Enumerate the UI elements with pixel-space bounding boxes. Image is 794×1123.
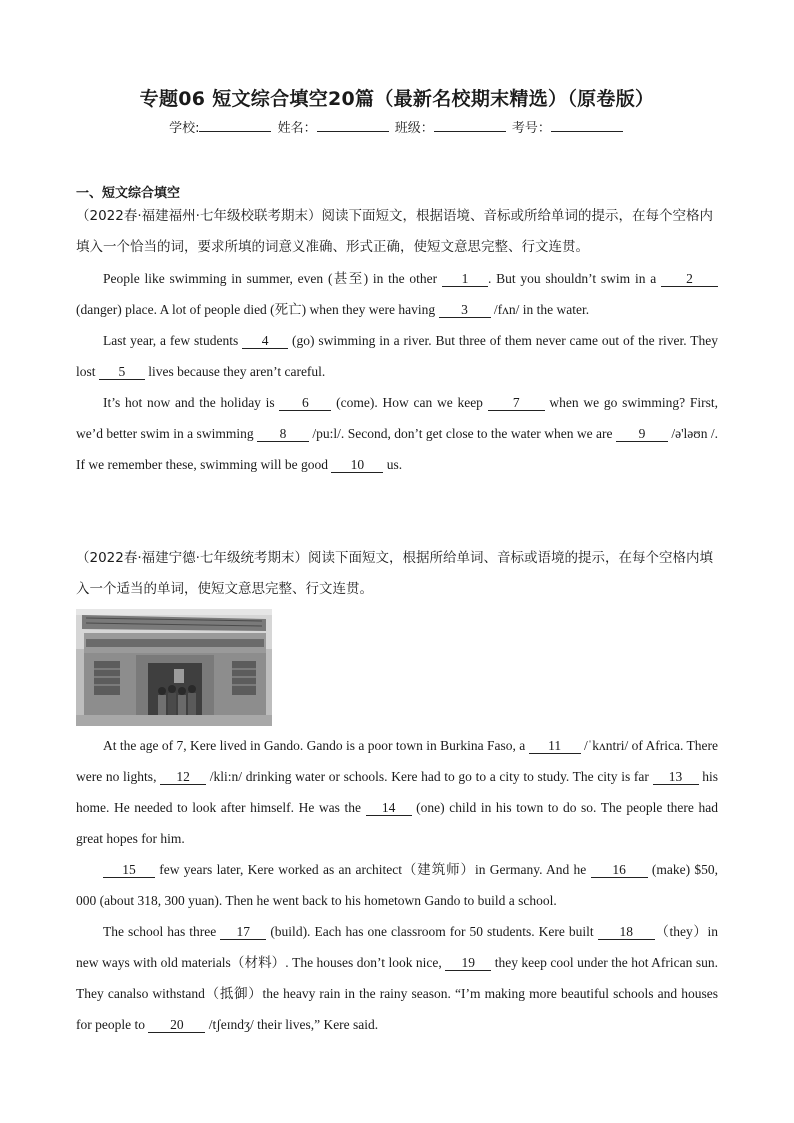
passage-2-paragraph-3 xyxy=(76,916,718,1040)
blank-15[interactable]: 15 xyxy=(103,862,155,878)
blank-12[interactable]: 12 xyxy=(160,769,206,785)
blank-5[interactable]: 5 xyxy=(99,364,145,380)
text-run: us. xyxy=(383,457,403,472)
text-run: At the age of 7, Kere lived in Gando. Gando is a poor town in Burkina Faso, a xyxy=(103,738,529,753)
school-building-photo xyxy=(76,609,272,726)
passage-1-paragraph-2 xyxy=(76,325,718,387)
exam-number-label: 考号： xyxy=(511,121,551,136)
passage-1-paragraph-1 xyxy=(76,263,718,325)
blank-20[interactable]: 20 xyxy=(148,1017,205,1033)
text-run: his home. He needed to look after himself. He was the xyxy=(76,769,718,815)
blank-14[interactable]: 14 xyxy=(366,800,412,816)
exam-number-blank[interactable] xyxy=(551,119,623,132)
class-label: 班级： xyxy=(394,121,434,136)
text-run: It’s hot now and the holiday is xyxy=(103,395,280,410)
section-heading: 一、短文综合填空 xyxy=(76,186,181,201)
blank-1[interactable]: 1 xyxy=(442,271,488,287)
blank-2[interactable]: 2 xyxy=(661,271,718,287)
text-run: lives because they aren’t careful. xyxy=(144,364,326,379)
name-blank[interactable] xyxy=(317,119,389,132)
text-run: they keep cool under the hot African sun. They canalso withstand（抵御）the heavy rain in the rainy season. “I’m making more beautiful schools and houses for people to xyxy=(76,955,718,1032)
text-run: （they）in new ways with old materials（材料）. The houses don’t look nice, xyxy=(76,924,719,970)
text-run: (one) child in his town to do so. The people there had great hopes for him. xyxy=(76,800,718,846)
text-run: The school has three xyxy=(103,924,221,939)
blank-19[interactable]: 19 xyxy=(445,955,491,971)
text-run: (build). Each has one classroom for 50 students. Kere built xyxy=(266,924,598,939)
blank-9[interactable]: 9 xyxy=(616,426,668,442)
student-info-line xyxy=(0,117,794,136)
text-run: /ˈkʌntri/ of Africa. There were no lights, xyxy=(76,738,718,784)
blank-4[interactable]: 4 xyxy=(242,333,288,349)
blank-17[interactable]: 17 xyxy=(220,924,266,940)
blank-16[interactable]: 16 xyxy=(591,862,648,878)
text-run: /tʃeɪndʒ/ their lives,” Kere said. xyxy=(205,1017,379,1032)
name-label: 姓名： xyxy=(277,121,317,136)
blank-10[interactable]: 10 xyxy=(331,457,383,473)
text-run: (come). How can we keep xyxy=(331,395,488,410)
text-run: (danger) place. A lot of people died (死亡) when they were having xyxy=(76,302,439,317)
text-run: /kli:n/ drinking water or schools. Kere had to go to a city to study. The city is far xyxy=(206,769,653,784)
school-label: 学校: xyxy=(169,121,200,136)
passage-2-instruction: （2022春·福建宁德·七年级统考期末）阅读下面短文，根据所给单词、音标或语境的提示，在每个空格内填入一个适当的单词，使短文意思完整、行文连贯。 xyxy=(76,550,713,597)
text-run: (go) swimming in a river. But three of them never came out of the river. They lost xyxy=(76,333,718,379)
passage-2-paragraph-1 xyxy=(76,730,718,854)
blank-7[interactable]: 7 xyxy=(488,395,545,411)
text-run: . But you shouldn’t swim in a xyxy=(487,271,661,286)
passage-1-instruction: （2022春·福建福州·七年级校联考期末）阅读下面短文，根据语境、音标或所给单词的提示，在每个空格内填入一个恰当的词，要求所填的词意义准确、形式正确，使短文意思完整、行文连贯。 xyxy=(76,208,713,255)
class-blank[interactable] xyxy=(434,119,506,132)
text-run: /pu:l/. Second, don’t get close to the water when we are xyxy=(309,426,616,441)
text-run: few years later, Kere worked as an architect（建筑师）in Germany. And he xyxy=(155,862,591,877)
blank-6[interactable]: 6 xyxy=(279,395,331,411)
text-run: People like swimming in summer, even (甚至) in the other xyxy=(103,271,442,286)
text-run: when we go swimming? First, we’d better swim in a swimming xyxy=(76,395,719,441)
passage-1 xyxy=(76,201,718,480)
school-blank[interactable] xyxy=(199,119,271,132)
text-run: (make) $50, 000 (about 318, 300 yuan). Then he went back to his hometown Gando to build a school. xyxy=(76,862,718,908)
passage-2 xyxy=(76,730,718,1040)
text-run: /fʌn/ in the water. xyxy=(490,302,590,317)
passage-1-paragraph-3 xyxy=(76,387,718,480)
blank-8[interactable]: 8 xyxy=(257,426,309,442)
text-run: /ə'ləʊn /. If we remember these, swimming will be good xyxy=(76,426,718,472)
blank-13[interactable]: 13 xyxy=(653,769,699,785)
page-title: 专题06 短文综合填空20篇（最新名校期末精选）（原卷版） xyxy=(139,88,655,110)
passage-2-header xyxy=(76,543,718,605)
blank-11[interactable]: 11 xyxy=(529,738,581,754)
passage-2-paragraph-2 xyxy=(76,854,718,916)
blank-18[interactable]: 18 xyxy=(598,924,655,940)
text-run: Last year, a few students xyxy=(103,333,243,348)
blank-3[interactable]: 3 xyxy=(439,302,491,318)
